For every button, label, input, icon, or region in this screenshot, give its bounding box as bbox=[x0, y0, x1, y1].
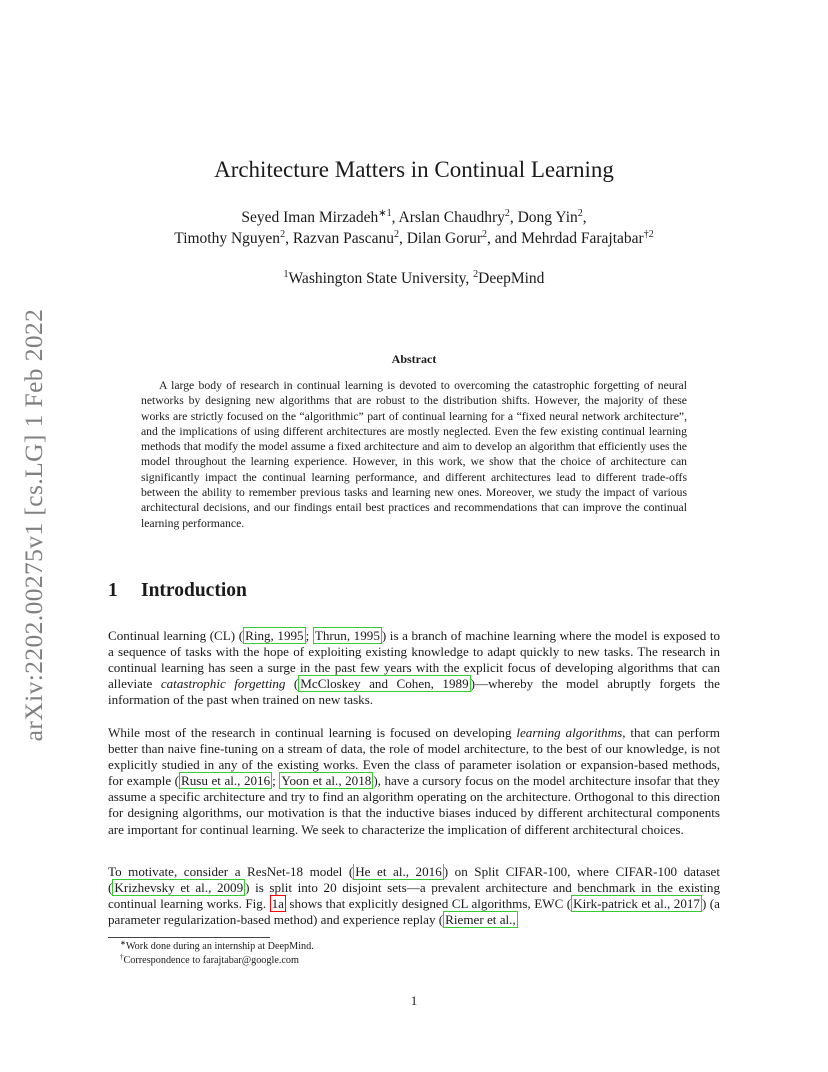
affiliations: $^1$Washington State University, $^2$DeepMind bbox=[283, 269, 545, 287]
author-name: Dilan Gorur bbox=[406, 230, 483, 247]
affiliation-mark: 2 bbox=[577, 208, 583, 219]
author-name: Razvan Pascanu bbox=[292, 230, 394, 247]
body-text: ) (a parameter regularization-based method) and experience replay ( bbox=[108, 896, 720, 928]
affiliation-mark: 2 bbox=[504, 208, 510, 219]
section-number: 1 bbox=[108, 580, 118, 601]
body-text: Continual learning (CL) ( bbox=[108, 628, 244, 643]
citation-link[interactable]: Riemer et al., bbox=[445, 912, 516, 928]
citation-link[interactable]: Thrun, 1995 bbox=[314, 628, 380, 643]
abstract-heading: Abstract bbox=[391, 352, 437, 366]
footnote bbox=[120, 955, 299, 966]
affiliation-mark: 2 bbox=[482, 229, 488, 240]
arxiv-identifier-text: arXiv:2202.00275v1 [cs.LG] 1 Feb 2022 bbox=[19, 308, 48, 742]
body-text: ) is split into 20 disjoint sets—a prevalent architecture and benchmark in the existing continual learning works. Fig. bbox=[108, 880, 720, 912]
intro-paragraph bbox=[108, 725, 720, 838]
citation-link[interactable]: McCloskey and Cohen, 1989 bbox=[300, 676, 469, 692]
citation-link[interactable]: He et al., 2016 bbox=[355, 864, 442, 879]
body-text: ) is a branch of machine learning where the model is exposed to a sequence of tasks with the hope of exploiting existing knowledge to adapt quickly to new tasks. The research in continual learning has seen a surge in the past few years with the explicit focus of developing algorithms that can alleviate bbox=[108, 628, 721, 692]
citation-link[interactable]: Ring, 1995 bbox=[245, 628, 304, 643]
body-text: While most of the research in continual learning is focused on developing bbox=[108, 725, 517, 740]
body-text: ; bbox=[305, 628, 313, 643]
affiliation-mark: 2 bbox=[280, 229, 286, 240]
body-text: ( bbox=[285, 676, 299, 692]
affiliation-name: Washington State University bbox=[288, 270, 466, 287]
citation-link[interactable]: Kirk-patrick et al., 2017 bbox=[573, 896, 700, 912]
footnote bbox=[120, 941, 314, 952]
footnote-text: Work done during an internship at DeepMind. bbox=[125, 941, 314, 952]
footnote-mark: ∗ bbox=[120, 939, 126, 947]
section-title: Introduction bbox=[141, 580, 247, 601]
author-name: Timothy Nguyen bbox=[174, 230, 281, 247]
author-name: Dong Yin bbox=[517, 209, 578, 226]
body-text: , that can perform better than naive fine-tuning on a stream of data, the role of model architecture, to the best of our knowledge, is not explicitly studied in any of the existing works. Even the class of parameter isolation or expansion-based methods, for example ( bbox=[108, 725, 720, 789]
body-text: To motivate, consider a ResNet-18 model ( bbox=[108, 864, 354, 879]
footnote-text: Correspondence to farajtabar@google.com bbox=[123, 955, 299, 966]
body-text: ), have a cursory focus on the model architecture insofar that they assume a specific architecture and try to find an algorithm operating on the architecture. Orthogonal to this direction for designing algorithms, our motivation is that the inductive biases induced by different architectural components are important for continual learning. We seek to characterize the implication of different architectural choices. bbox=[108, 773, 720, 837]
paper-title: Architecture Matters in Continual Learning bbox=[214, 157, 614, 182]
affiliation-mark: 2 bbox=[473, 269, 479, 280]
body-text: )—whereby the model abruptly forgets the information of the past when trained on new tasks. bbox=[108, 676, 720, 708]
body-text: shows that explicitly designed CL algorithms, EWC ( bbox=[285, 896, 572, 912]
author-list bbox=[0, 207, 828, 249]
author-line: Seyed Iman Mirzadeh$^{∗1}$, Arslan Chaudhry$^2$, Dong Yin$^2$, bbox=[241, 208, 587, 226]
citation-link[interactable]: Krizhevsky et al., 2009 bbox=[114, 880, 244, 896]
emphasis-text: catastrophic forgetting bbox=[160, 676, 286, 692]
intro-paragraph bbox=[108, 864, 720, 930]
author-name: Seyed Iman Mirzadeh bbox=[241, 209, 379, 226]
emphasis-text: learning algorithms bbox=[516, 725, 623, 740]
citation-link[interactable]: Yoon et al., 2018 bbox=[281, 773, 372, 789]
affiliation-mark: ∗1 bbox=[378, 208, 392, 219]
affiliation-mark: 2 bbox=[393, 229, 399, 240]
body-text: ) on Split CIFAR-100, where CIFAR-100 dataset ( bbox=[108, 864, 720, 896]
affiliation-name: DeepMind bbox=[478, 270, 545, 287]
intro-paragraph bbox=[108, 628, 720, 708]
affiliation-mark: 1 bbox=[283, 269, 289, 280]
figure-ref-link[interactable]: 1a bbox=[271, 896, 284, 912]
author-line: Timothy Nguyen$^2$, Razvan Pascanu$^2$, Dilan Gorur$^2$, and Mehrdad Farajtabar$^{\dagger 2}$ bbox=[174, 229, 654, 247]
author-name: Arslan Chaudhry bbox=[398, 209, 505, 226]
footnote-mark: † bbox=[120, 953, 124, 961]
section-heading bbox=[108, 580, 247, 602]
page-number: 1 bbox=[410, 993, 418, 1008]
footnote-rule bbox=[108, 937, 270, 938]
abstract-body: A large body of research in continual learning is devoted to overcoming the catastrophic forgetting of neural networks by designing new algorithms that are robust to the distribution shifts. However, the majority of these works are strictly focused on the “algorithmic” part of continual learning for a “fixed neural network architecture”, and the implications of using different architectures are mostly neglected. Even the few existing continual learning methods that modify the model assume a fixed architecture and aim to develop an algorithm that efficiently uses the model throughout the learning experience. However, in this work, we show that the choice of architecture can significantly impact the continual learning performance, and different architectures lead to different trade-offs between the ability to remember previous tasks and learning new ones. Moreover, we study the impact of various architectural decisions, and our findings entail best practices and recommendations that can improve the continual learning performance. bbox=[141, 379, 687, 530]
affiliation-mark: †2 bbox=[643, 229, 654, 240]
citation-link[interactable]: Rusu et al., 2016 bbox=[181, 773, 271, 789]
body-text: ; bbox=[272, 773, 280, 789]
author-name: Mehrdad Farajtabar bbox=[521, 230, 644, 247]
